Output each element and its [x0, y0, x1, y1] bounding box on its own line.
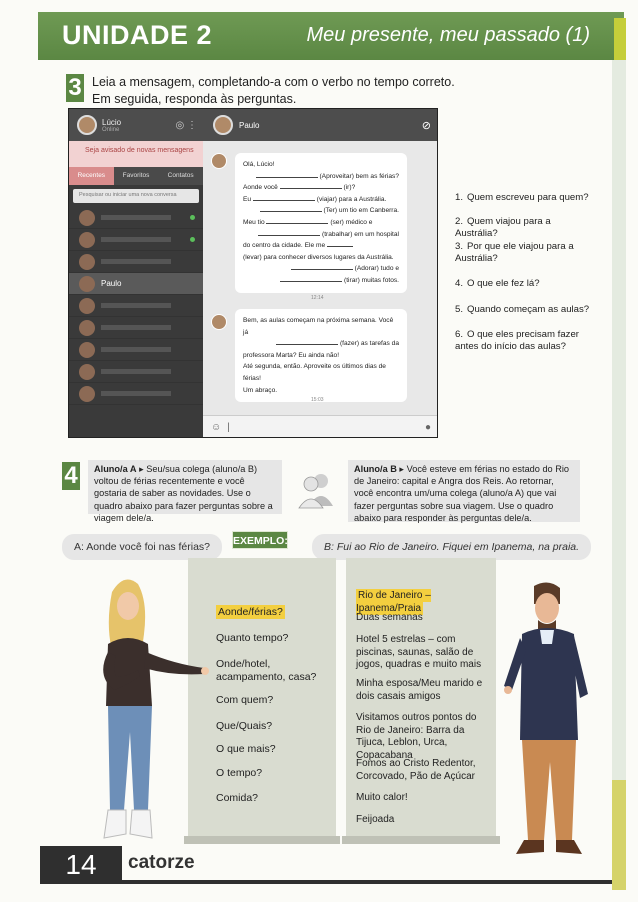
banner-answer: Duas semanas: [356, 612, 423, 623]
chat-message-2: Bem, as aulas começam na próxima semana. Você já (fazer) as tarefas da professora Marta? Eu ainda não! Até segunda, então. Aproveite os últimos dias de férias! Um abraço.: [235, 309, 407, 402]
attach-icon[interactable]: ⊘: [421, 119, 431, 132]
conversation-contact-name: Paulo: [239, 120, 260, 130]
question-3: 3. Por que ele viajou para a Austrália?: [455, 241, 574, 264]
student-a-box: Aluno/a A ▸ Seu/sua colega (aluno/a B) voltou de férias recentemente e você gostaria de saber as novidades. Use o quadro abaixo para fazer perguntas sobre a viagem dele/a.: [88, 460, 282, 514]
sidebar-user-status: Online: [102, 126, 120, 133]
list-item[interactable]: [69, 229, 203, 251]
header-tab: [614, 18, 626, 60]
answers-banner: [346, 558, 496, 838]
sidebar-user-name: Lúcio: [102, 117, 122, 127]
banner-question: Com quem?: [216, 694, 274, 706]
banner-question: Aonde/férias?: [218, 606, 283, 618]
speech-bubble-b: B: Fui ao Rio de Janeiro. Fiquei em Ipanema, na praia.: [312, 534, 591, 560]
example-label: EXEMPLO:: [232, 531, 288, 549]
avatar[interactable]: [77, 115, 97, 135]
speech-bubble-a: A: Aonde você foi nas férias?: [62, 534, 222, 560]
sidebar-header: [69, 109, 203, 141]
message-input[interactable]: [203, 415, 438, 438]
page-number: 14: [40, 846, 122, 884]
microphone-icon[interactable]: ●: [424, 422, 431, 433]
banner-answer: Hotel 5 estrelas – com piscinas, saunas, salão de jogos, quadras e muito mais: [356, 634, 482, 670]
avatar: [211, 153, 227, 169]
unit-header: [38, 12, 624, 60]
list-item[interactable]: [69, 339, 203, 361]
question-2: 2. Quem viajou para a Austrália?: [455, 216, 551, 239]
list-item[interactable]: [69, 383, 203, 405]
question-1: 1. Quem escreveu para quem?: [455, 192, 589, 203]
banner-answer: Visitamos outros pontos do Rio de Janeiro: Barra da Tijuca, Leblon, Urca, Copacabana: [356, 712, 477, 761]
menu-icon[interactable]: ◎ ⋮: [175, 119, 197, 131]
banner-answer: Feijoada: [356, 814, 395, 825]
question-5: 5. Quando começam as aulas?: [455, 304, 590, 315]
list-item[interactable]: [69, 251, 203, 273]
list-item[interactable]: [69, 207, 203, 229]
chat-app: [68, 108, 438, 438]
banner-answer: Muito calor!: [356, 792, 408, 803]
list-item[interactable]: [69, 361, 203, 383]
side-band-accent: [612, 780, 626, 890]
banner-answer: Fomos ao Cristo Redentor, Corcovado, Pão de Açúcar: [356, 758, 476, 782]
selected-contact-name: Paulo: [101, 279, 122, 288]
exercise-3-instruction: Leia a mensagem, completando-a com o verbo no tempo correto. Em seguida, responda às perguntas.: [92, 75, 455, 106]
emoji-icon[interactable]: ☺: [211, 422, 222, 433]
page-number-word: catorze: [128, 852, 195, 873]
people-icon: [296, 470, 336, 510]
banner-question: O que mais?: [216, 743, 276, 755]
chat-message-1: Olá, Lúcio! (Aproveitar) bem as férias? Aonde você (ir)? Eu (viajar) para a Austrália. (Ter) um tio em Canberra. Meu tio (ser) médico e (trabalhar) em um hospital do centro da cidade. Ele me (levar) para conhecer diversos lugares da Austrália. (Adorar) tudo e (tirar) muitas fotos.: [235, 153, 407, 293]
side-band: [612, 60, 626, 780]
exercise-4-number: 4: [62, 462, 80, 490]
list-item[interactable]: [69, 295, 203, 317]
banner-base: [342, 836, 500, 844]
conversation-header: [203, 109, 438, 141]
question-6: 6. O que eles precisam fazer antes do início das aulas?: [455, 329, 579, 352]
banner-question: Quanto tempo?: [216, 632, 289, 644]
question-4: 4. O que ele fez lá?: [455, 278, 540, 289]
chat-sidebar: [69, 109, 203, 438]
notification-notice[interactable]: Seja avisado de novas mensagens: [69, 141, 203, 167]
woman-illustration: [82, 572, 212, 858]
banner-answer: Rio de Janeiro – Ipanema/Praia: [356, 590, 431, 614]
banner-question: Comida?: [216, 792, 259, 804]
avatar[interactable]: [213, 115, 233, 135]
banner-answer: Minha esposa/Meu marido e dois casais amigos: [356, 678, 483, 702]
avatar: [211, 314, 227, 330]
list-item-selected[interactable]: [69, 273, 203, 295]
tab-recentes[interactable]: Recentes: [69, 167, 114, 185]
tab-favoritos[interactable]: Favoritos: [122, 172, 150, 179]
unit-subtitle: Meu presente, meu passado (1): [306, 24, 590, 46]
banner-question: Onde/hotel, acampamento, casa?: [216, 658, 317, 683]
chat-conversation: [203, 109, 438, 438]
message-time: 15:03: [311, 397, 324, 403]
footer-rule: [122, 880, 612, 884]
list-item[interactable]: [69, 317, 203, 339]
message-time: 12:14: [311, 295, 324, 301]
exercise-3-number: 3: [66, 74, 84, 102]
sidebar-tabs: [69, 167, 203, 185]
student-b-box: Aluno/a B ▸ Você esteve em férias no estado do Rio de Janeiro: capital e Angra dos Reis. Ao retornar, você encontra um/uma colega (aluno/a A) que vai fazer perguntas sobre sua viagem. Use o quadro abaixo para responder às perguntas dele/a.: [348, 460, 580, 522]
banner-question: Que/Quais?: [216, 720, 273, 732]
text-cursor: |: [227, 422, 230, 433]
search-input[interactable]: Pesquisar ou iniciar uma nova conversa: [73, 189, 199, 203]
tab-contatos[interactable]: Contatos: [167, 172, 194, 179]
banner-question: O tempo?: [216, 767, 263, 779]
unit-title: UNIDADE 2: [62, 20, 213, 50]
man-illustration: [500, 578, 596, 868]
